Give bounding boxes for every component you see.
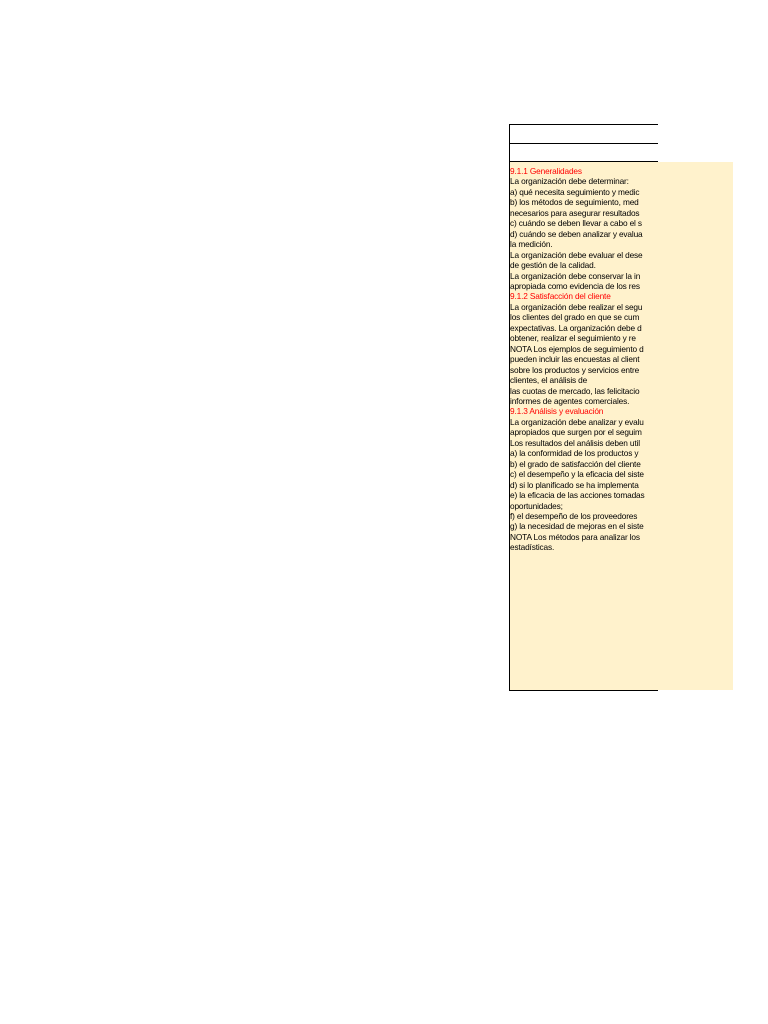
- text-line: apropiados que surgen por el seguim: [510, 427, 642, 438]
- text-line: b) los métodos de seguimiento, med: [510, 197, 639, 208]
- spreadsheet-cell-region: [509, 124, 733, 691]
- text-line: c) cuándo se deben llevar a cabo el s: [510, 218, 642, 229]
- text-line: sobre los productos y servicios entre: [510, 364, 640, 375]
- text-line: d) si lo planificado se ha implementa: [510, 479, 639, 490]
- text-line: a) qué necesita seguimiento y medic: [510, 186, 640, 197]
- text-line: NOTA Los métodos para analizar los: [510, 531, 640, 542]
- text-line: c) el desempeño y la eficacia del siste: [510, 469, 644, 480]
- text-line: de gestión de la calidad.: [510, 260, 596, 271]
- text-line: a) la conformidad de los productos y: [510, 448, 639, 459]
- text-line: oportunidades;: [510, 500, 563, 511]
- text-line: expectativas. La organización debe d: [510, 322, 642, 333]
- cell-border-row-2: [509, 161, 658, 162]
- text-line: f) el desempeño de los proveedores: [510, 510, 638, 521]
- text-line: La organización debe conservar la in: [510, 270, 641, 281]
- text-line: NOTA Los ejemplos de seguimiento d: [510, 343, 644, 354]
- text-line: la medición.: [510, 239, 553, 250]
- text-line: Los resultados del análisis deben util: [510, 437, 640, 448]
- text-line: los clientes del grado en que se cum: [510, 312, 640, 323]
- text-line: estadísticas.: [510, 542, 555, 553]
- section-heading: 9.1.2 Satisfacción del cliente: [510, 291, 611, 302]
- text-line: La organización debe realizar el segu: [510, 301, 643, 312]
- text-line: las cuotas de mercado, las felicitacio: [510, 385, 640, 396]
- cell-border-bottom: [509, 690, 658, 691]
- text-line: d) cuándo se deben analizar y evalua: [510, 228, 643, 239]
- text-line: obtener, realizar el seguimiento y re: [510, 333, 636, 344]
- text-line: pueden incluir las encuestas al client: [510, 354, 640, 365]
- text-line: e) la eficacia de las acciones tomadas: [510, 490, 645, 501]
- text-line: g) la necesidad de mejoras en el siste: [510, 521, 644, 532]
- text-line: La organización debe determinar:: [510, 176, 629, 187]
- text-line: clientes, el análisis de: [510, 375, 588, 386]
- section-heading: 9.1.1 Generalidades: [510, 166, 582, 176]
- text-line: apropiada como evidencia de los res: [510, 280, 640, 291]
- text-line: informes de agentes comerciales.: [510, 395, 630, 406]
- cell-border-top: [509, 124, 658, 125]
- text-line: La organización debe analizar y evalu: [510, 416, 644, 427]
- text-line: b) el grado de satisfacción del cliente: [510, 458, 641, 469]
- text-line: necesarios para asegurar resultados: [510, 207, 640, 218]
- section-heading: 9.1.3 Análisis y evaluación: [510, 406, 604, 417]
- cell-text-block: [510, 166, 658, 686]
- cell-border-row-1: [509, 143, 658, 144]
- text-line: La organización debe evaluar el dese: [510, 249, 643, 260]
